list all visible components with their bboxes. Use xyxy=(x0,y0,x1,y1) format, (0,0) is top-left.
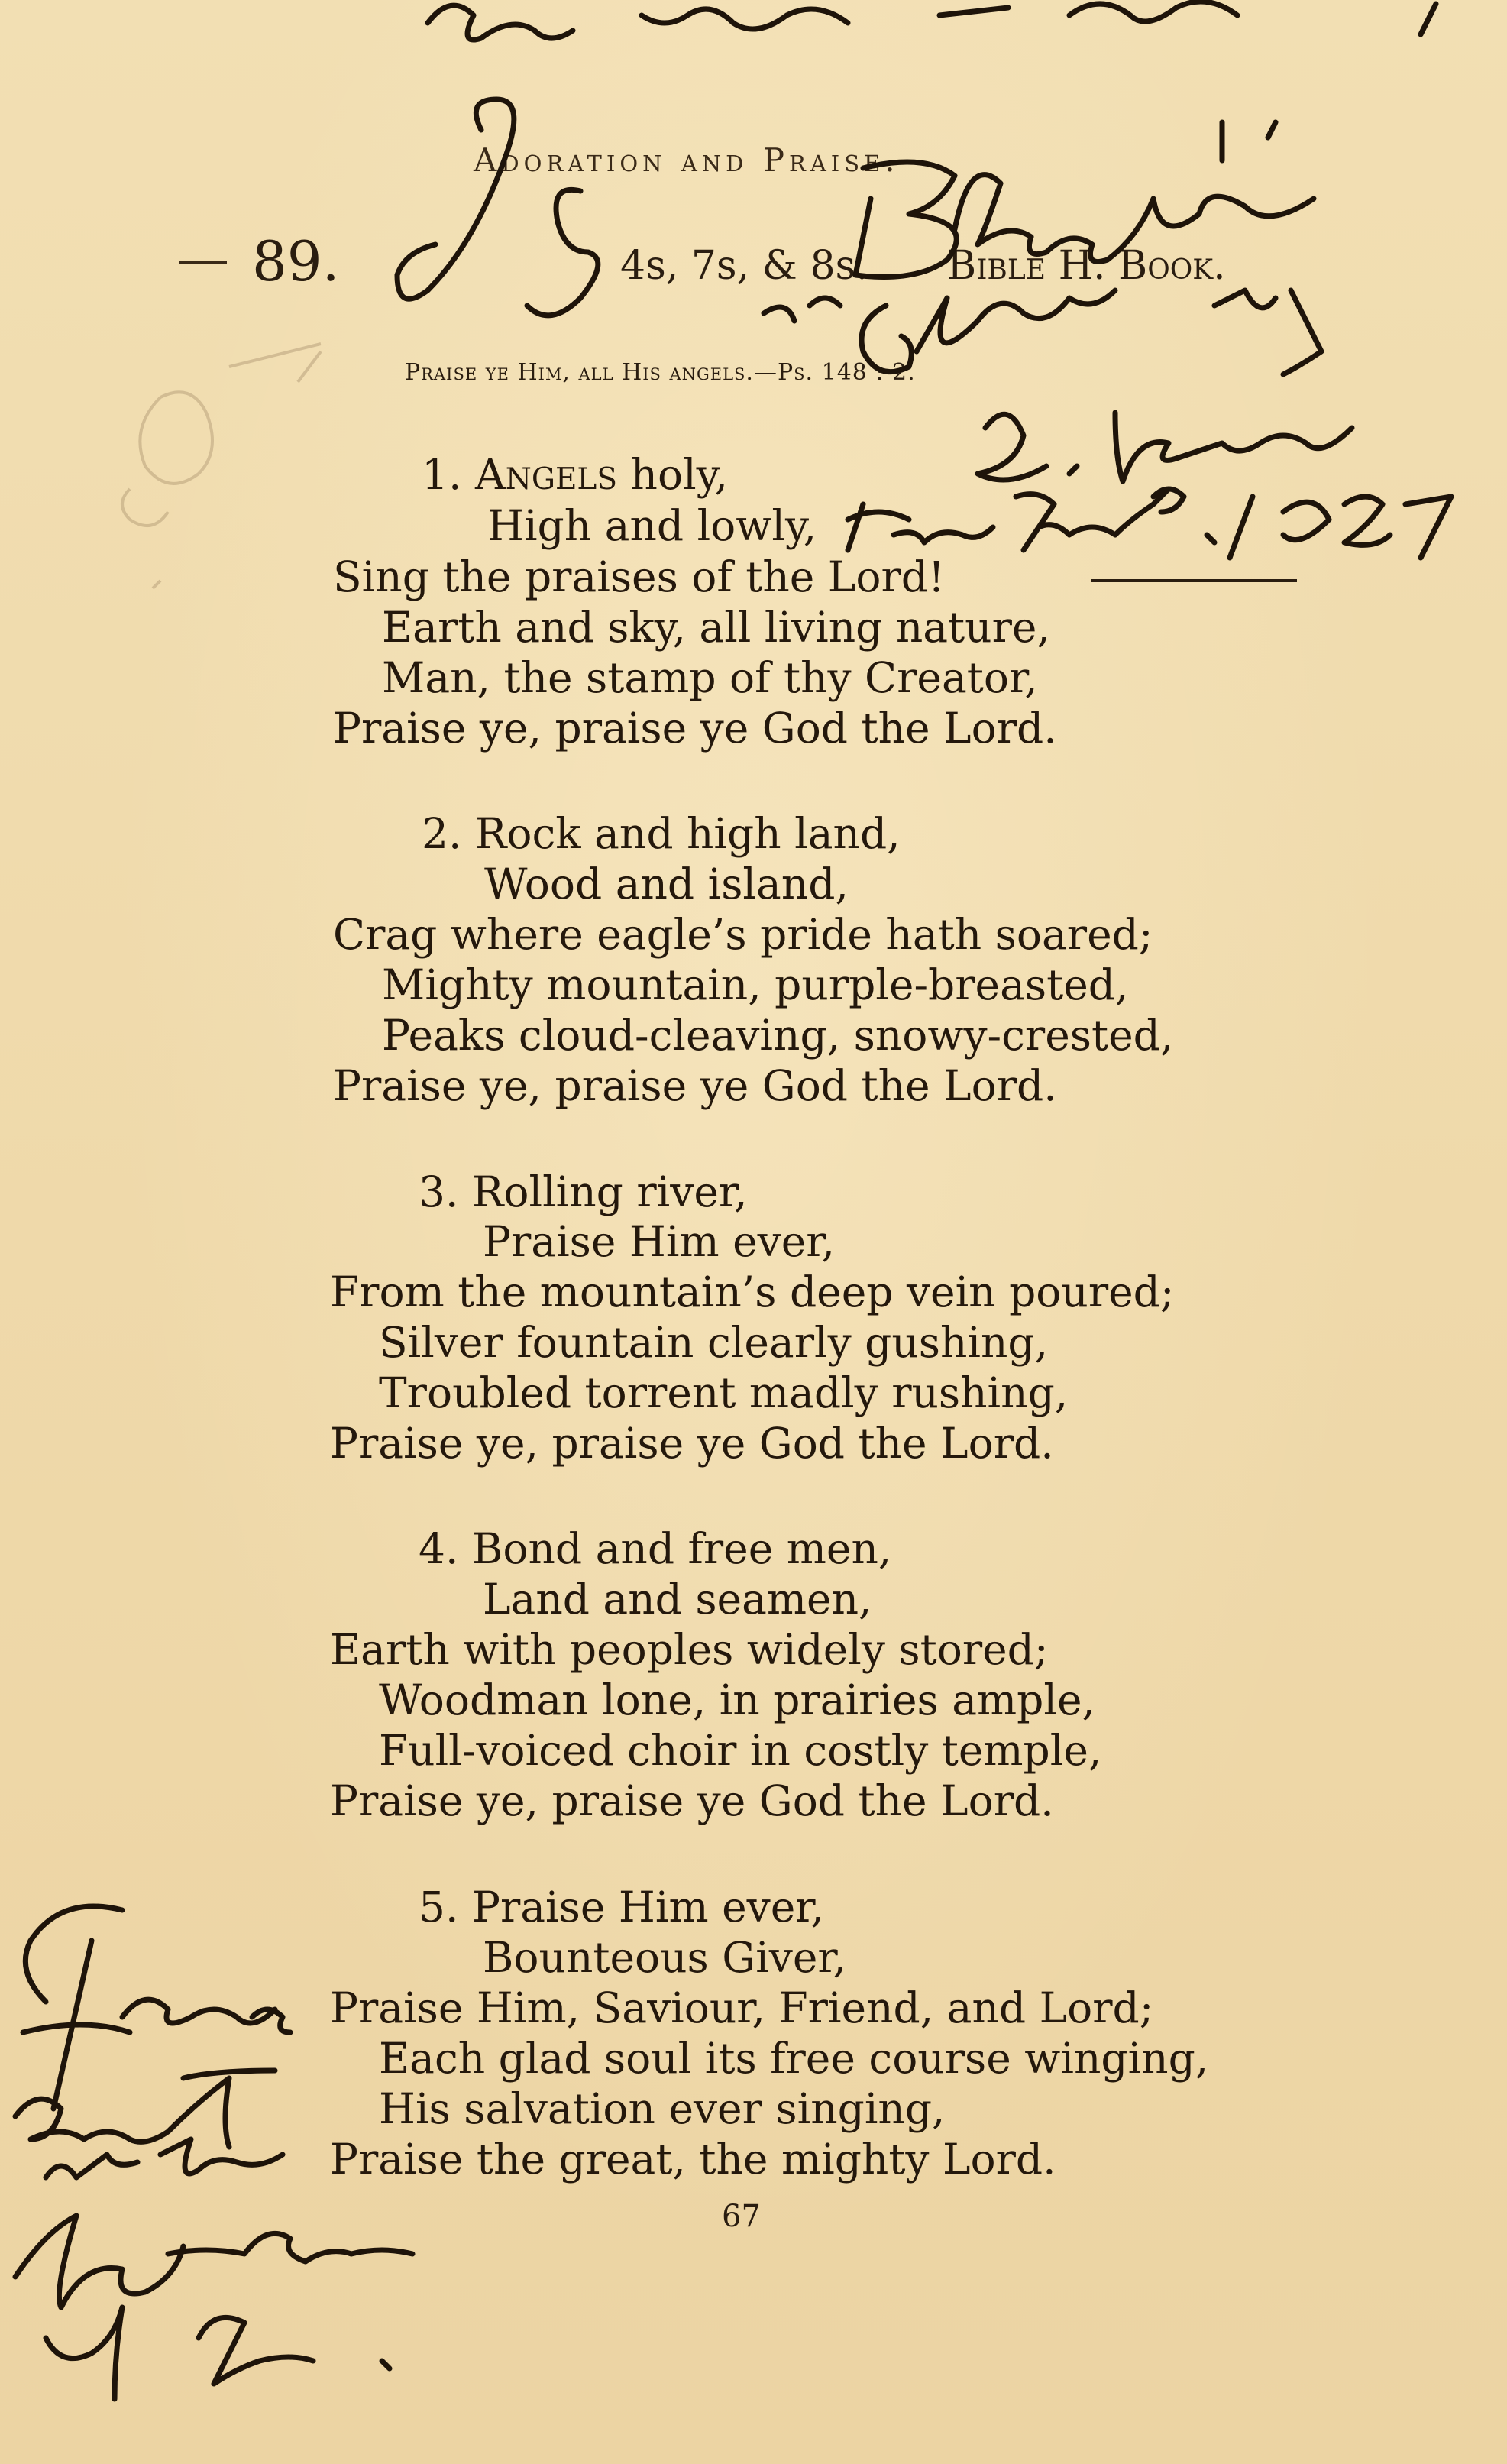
verse-4-line-4: Woodman lone, in prairies ample, xyxy=(379,1676,1096,1724)
verse-number: 3. xyxy=(419,1167,459,1216)
verse-3-line-5: Troubled torrent madly rushing, xyxy=(379,1368,1069,1417)
verse-number: 1. xyxy=(422,450,462,499)
verse-first-word: Angels xyxy=(474,450,618,499)
verse-5-line-2: Bounteous Giver, xyxy=(483,1933,847,1982)
verse-5-line-5: His salvation ever singing, xyxy=(379,2084,946,2133)
verse-3-line-2: Praise Him ever, xyxy=(483,1217,836,1266)
page-number: 67 xyxy=(722,2199,761,2234)
verse-number: 5. xyxy=(419,1883,459,1931)
verse-3-line-6: Praise ye, praise ye God the Lord. xyxy=(330,1419,1054,1468)
verse-1-line-5: Man, the stamp of thy Creator, xyxy=(382,653,1038,702)
verse-number: 4. xyxy=(419,1524,459,1573)
verse-2-line-6: Praise ye, praise ye God the Lord. xyxy=(333,1061,1057,1110)
verse-2-line-5: Peaks cloud-cleaving, snowy-crested, xyxy=(382,1011,1174,1060)
verse-1-line-2: High and lowly, xyxy=(487,501,817,550)
hymn-subtitle: Praise ye Him, all His angels.—Ps. 148 : 2. xyxy=(405,359,916,386)
verse-first-line: Rolling river, xyxy=(471,1167,748,1216)
verse-number: 2. xyxy=(422,809,462,858)
verse-1-line-4: Earth and sky, all living nature, xyxy=(382,603,1050,652)
hymn-source: Bible H. Book. xyxy=(947,243,1226,289)
verse-4-line-3: Earth with peoples widely stored; xyxy=(330,1625,1049,1674)
verse-5-line-3: Praise Him, Saviour, Friend, and Lord; xyxy=(330,1983,1154,2032)
verse-3-line-3: From the mountain’s deep vein poured; xyxy=(330,1268,1175,1316)
hymn-number: 89. xyxy=(252,229,340,293)
verse-5-line-6: Praise the great, the mighty Lord. xyxy=(330,2135,1056,2184)
verse-4-line-6: Praise ye, praise ye God the Lord. xyxy=(330,1776,1054,1825)
verse-5-line-4: Each glad soul its free course winging, xyxy=(379,2034,1209,2083)
verse-first-rest: holy, xyxy=(617,450,728,499)
section-title: Adoration and Praise. xyxy=(474,141,900,179)
verse-2-line-3: Crag where eagle’s pride hath soared; xyxy=(333,910,1153,959)
verse-first-line: Rock and high land, xyxy=(474,809,901,858)
verse-2-line-4: Mighty mountain, purple-breasted, xyxy=(382,960,1129,1009)
verse-4-line-2: Land and seamen, xyxy=(483,1575,872,1624)
hymn-meter: 4s, 7s, & 8s. xyxy=(620,243,868,289)
verse-4-line-5: Full-voiced choir in costly temple, xyxy=(379,1726,1102,1775)
verse-1-line-6: Praise ye, praise ye God the Lord. xyxy=(333,704,1057,753)
verse-2-line-2: Wood and island, xyxy=(484,860,849,908)
verse-3-line-4: Silver fountain clearly gushing, xyxy=(379,1318,1049,1367)
verse-first-line: Bond and free men, xyxy=(471,1524,892,1573)
verse-first-line: Praise Him ever, xyxy=(471,1883,824,1931)
verse-1-line-3: Sing the praises of the Lord! xyxy=(333,552,946,601)
